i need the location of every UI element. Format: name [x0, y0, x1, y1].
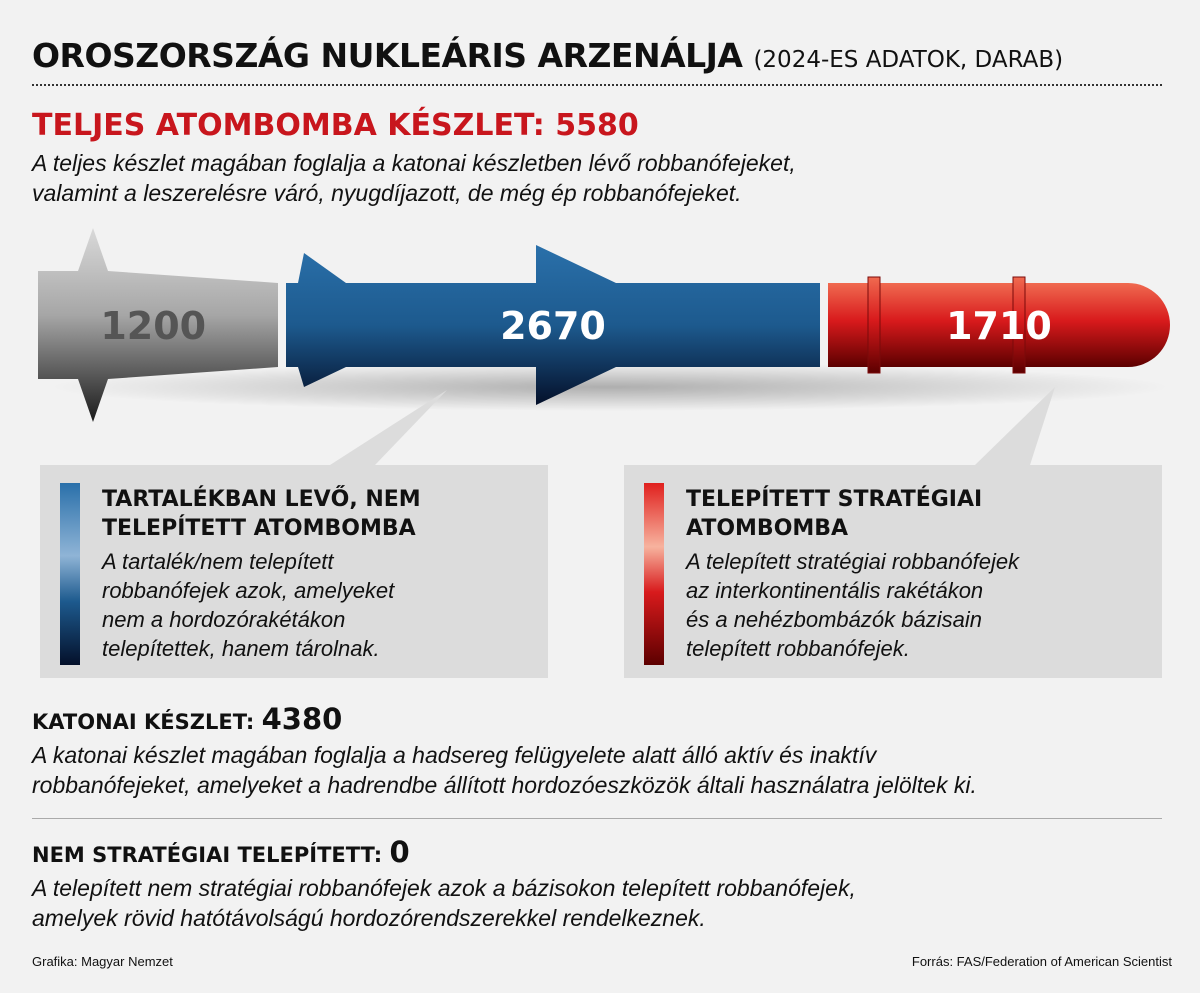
military-value: 4380 — [261, 702, 343, 736]
title-sub: (2024-ES ADATOK, DARAB) — [753, 47, 1064, 73]
deployed-color-bar — [644, 483, 664, 665]
deployed-text-line: A telepített stratégiai robbanófejek — [686, 549, 1020, 574]
reserve-heading-line: TARTALÉKBAN LEVŐ, NEM — [102, 487, 421, 512]
total-heading — [32, 108, 639, 143]
total-desc-line: A teljes készlet magában foglalja a katonai készletben lévő robbanófejeket, — [32, 150, 796, 176]
missile-chart — [0, 215, 1200, 485]
segment-value-label: 2670 — [500, 304, 606, 348]
reserve-heading-line: TELEPÍTETT ATOMBOMBA — [102, 516, 416, 541]
deployed-text-line: telepített robbanófejek. — [686, 636, 910, 661]
total-value: 5580 — [555, 108, 639, 143]
deployed-heading-line: TELEPÍTETT STRATÉGIAI — [686, 487, 983, 512]
military-desc-line: A katonai készlet magában foglalja a hadsereg felügyelete alatt álló aktív és inaktív — [32, 742, 877, 768]
military-label: KATONAI KÉSZLET: — [32, 710, 255, 734]
nonstrategic-desc-line: A telepített nem stratégiai robbanófejek azok a bázisokon telepített robbanófejek, — [32, 875, 856, 901]
segment-value-label: 1200 — [100, 304, 207, 348]
military-description — [32, 740, 977, 800]
reserve-text — [102, 547, 394, 663]
warhead-band — [868, 277, 880, 373]
total-desc-line: valamint a leszerelésre váró, nyugdíjazott, de még ép robbanófejeket. — [32, 180, 742, 206]
deployed-heading — [686, 485, 982, 543]
military-desc-line: robbanófejeket, amelyeket a hadrendbe állított hordozóeszközök általi használatra jelöltek ki. — [32, 772, 977, 798]
page-title — [32, 36, 1063, 75]
military-heading — [32, 702, 342, 736]
reserve-text-line: telepítettek, hanem tárolnak. — [102, 636, 380, 661]
callout-box-deployed — [624, 465, 1162, 678]
section-divider — [32, 818, 1162, 819]
footer-source: Forrás: FAS/Federation of American Scientist — [911, 954, 1172, 969]
reserve-text-line: robbanófejek azok, amelyeket — [102, 578, 395, 603]
reserve-color-bar — [60, 483, 80, 665]
footer-credit: Grafika: Magyar Nemzet — [32, 954, 173, 969]
title-divider — [32, 84, 1162, 86]
nonstrategic-desc-line: amelyek rövid hatótávolságú hordozórendszerekkel rendelkeznek. — [32, 905, 706, 931]
nonstrategic-label: NEM STRATÉGIAI TELEPÍTETT: — [32, 843, 383, 867]
total-description — [32, 148, 796, 208]
title-main: OROSZORSZÁG NUKLEÁRIS ARZENÁLJA — [32, 36, 743, 75]
deployed-text — [686, 547, 1019, 663]
callout-box-reserve — [40, 465, 548, 678]
nonstrategic-value: 0 — [389, 835, 410, 869]
nonstrategic-heading — [32, 835, 410, 869]
segment-value-label: 1710 — [946, 304, 1052, 348]
deployed-text-line: az interkontinentális rakétákon — [686, 578, 984, 603]
reserve-text-line: nem a hordozórakétákon — [102, 607, 346, 632]
nonstrategic-description — [32, 873, 856, 933]
reserve-heading — [102, 485, 421, 543]
reserve-text-line: A tartalék/nem telepített — [102, 549, 334, 574]
deployed-heading-line: ATOMBOMBA — [686, 516, 849, 541]
total-label: TELJES ATOMBOMBA KÉSZLET: — [32, 108, 545, 143]
deployed-text-line: és a nehézbombázók bázisain — [686, 607, 982, 632]
